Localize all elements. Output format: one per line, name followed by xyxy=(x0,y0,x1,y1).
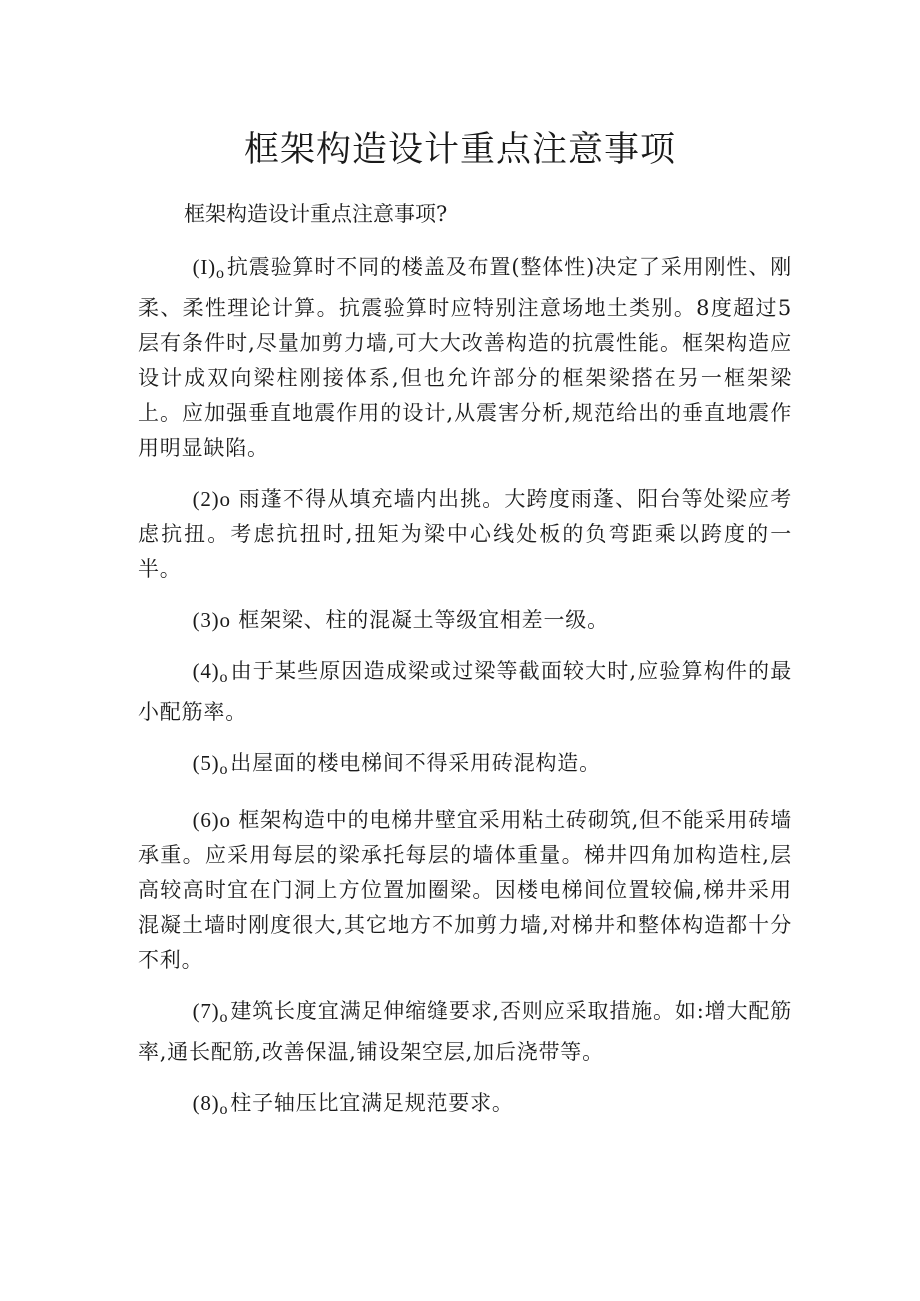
item-text: 柱子轴压比宜满足规范要求。 xyxy=(230,1091,514,1115)
list-item xyxy=(138,654,792,730)
item-marker: o xyxy=(219,808,231,832)
item-text: 由于某些原因造成梁或过梁等截面较大时,应验算构件的最小配筋率。 xyxy=(138,659,792,724)
item-marker: o xyxy=(219,1009,229,1026)
item-text: 建筑长度宜满足伸缩缝要求,否则应采取措施。如:增大配筋率,通长配筋,改善保温,铺设架空层,加后浇带等。 xyxy=(138,999,792,1064)
list-item xyxy=(138,482,792,587)
item-text: 框架梁、柱的混凝土等级宜相差一级。 xyxy=(238,608,609,632)
list-item xyxy=(138,746,792,787)
document-title: 框架构造设计重点注意事项 xyxy=(243,130,676,170)
item-text: 框架构造中的电梯井壁宜采用粘土砖砌筑,但不能采用砖墙承重。应采用每层的梁承托每层的墙体重量。梯井四角加构造柱,层高较高时宜在门洞上方位置加圈梁。因楼电梯间位置较偏,梯井采用混凝土墙时刚度很大,其它地方不加剪力墙,对梯井和整体构造都十分不利。 xyxy=(138,808,792,972)
document-intro: 框架构造设计重点注意事项? xyxy=(184,202,448,226)
item-number: (4) xyxy=(192,659,220,683)
item-text: 出屋面的楼电梯间不得采用砖混构造。 xyxy=(230,751,601,775)
list-item xyxy=(138,603,792,638)
document-body xyxy=(138,250,792,1143)
item-marker: o xyxy=(219,487,231,511)
item-marker: o xyxy=(219,761,229,778)
list-item xyxy=(138,1086,792,1127)
item-marker: o xyxy=(219,608,231,632)
item-number: (7) xyxy=(192,999,220,1023)
item-number: (5) xyxy=(192,751,220,775)
item-marker: o xyxy=(219,1101,229,1118)
item-text: 抗震验算时不同的楼盖及布置(整体性)决定了采用刚性、刚柔、柔性理论计算。抗震验算时应特别注意场地土类别。8度超过5层有条件时,尽量加剪力墙,可大大改善构造的抗震性能。框架构造应设计成双向梁柱刚接体系,但也允许部分的框架梁搭在另一框架梁上。应加强垂直地震作用的设计,从震害分析,规范给出的垂直地震作用明显缺陷。 xyxy=(138,255,792,460)
item-number: (2) xyxy=(192,487,220,511)
item-number: (I) xyxy=(192,255,216,279)
list-item xyxy=(138,803,792,978)
item-text: 雨蓬不得从填充墙内出挑。大跨度雨蓬、阳台等处梁应考虑抗扭。考虑抗扭时,扭矩为梁中心线处板的负弯距乘以跨度的一半。 xyxy=(138,487,792,581)
item-number: (3) xyxy=(192,608,220,632)
item-number: (8) xyxy=(192,1091,220,1115)
item-marker: o xyxy=(215,265,225,282)
list-item xyxy=(138,994,792,1070)
item-marker: o xyxy=(219,669,229,686)
item-number: (6) xyxy=(192,808,220,832)
list-item xyxy=(138,250,792,466)
